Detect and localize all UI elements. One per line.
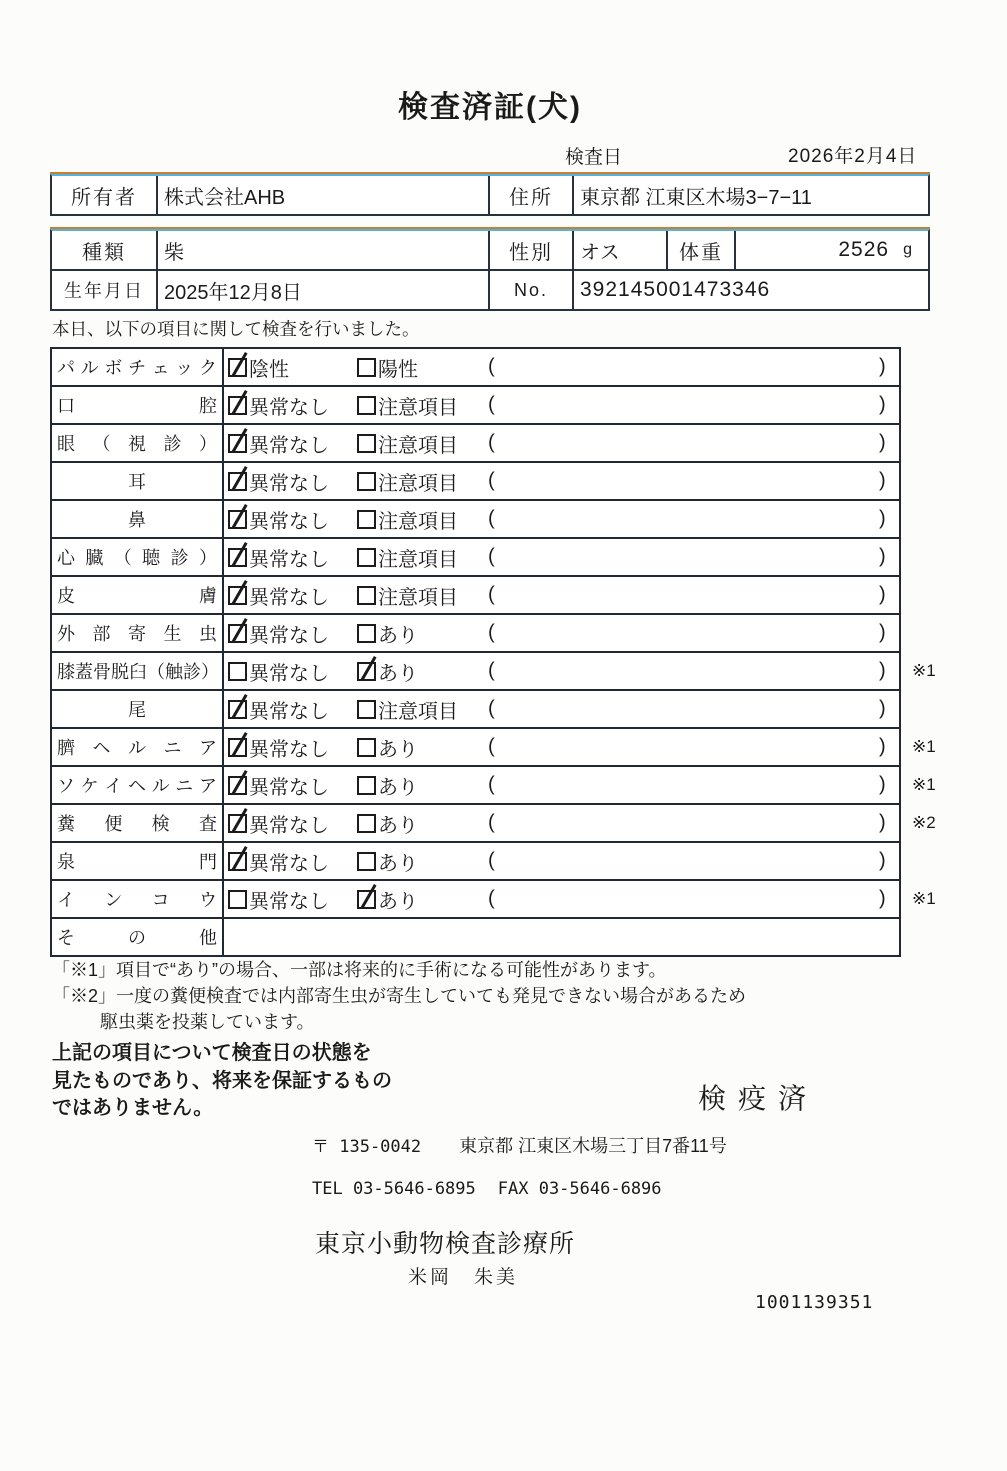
remarks-paren-open: ( xyxy=(488,659,495,682)
unchecked-checkbox[interactable] xyxy=(357,624,376,643)
checklist-item-result xyxy=(224,577,899,613)
label-char: ） xyxy=(201,662,219,682)
label-char: ア xyxy=(199,738,217,758)
result-option-2 xyxy=(357,729,418,765)
option-label: 陰性 xyxy=(249,358,289,381)
clinic-name: 東京小動物検査診療所 xyxy=(315,1230,576,1258)
address-value: 東京都 江東区木場3−7−11 xyxy=(572,176,928,214)
checked-checkbox[interactable] xyxy=(228,358,247,377)
checked-checkbox[interactable] xyxy=(228,700,247,719)
option-label: 異常なし xyxy=(249,548,329,571)
result-option-1 xyxy=(228,805,329,841)
option-label: あり xyxy=(378,814,418,837)
option-label: 異常なし xyxy=(249,738,329,761)
label-char: 耳 xyxy=(128,472,146,492)
unchecked-checkbox[interactable] xyxy=(357,358,376,377)
clinic-address-row xyxy=(312,1132,727,1158)
footnote-marker: ※2 xyxy=(912,813,936,832)
label-char: 腔 xyxy=(199,396,217,416)
weight-number: 2526 xyxy=(838,238,890,261)
footnote-2: 「※2」一度の糞便検査では内部寄生虫が寄生していても発見できない場合があるため xyxy=(52,986,747,1006)
checklist-item-label xyxy=(52,539,224,575)
remarks-paren-close: ) xyxy=(879,773,886,796)
result-option-2 xyxy=(357,425,458,461)
unchecked-checkbox[interactable] xyxy=(357,852,376,871)
result-option-1 xyxy=(228,767,329,803)
checklist-row xyxy=(52,499,899,537)
option-label: 異常なし xyxy=(249,434,329,457)
checklist-item-label xyxy=(52,881,224,917)
label-char: 心 xyxy=(57,548,75,568)
label-char: ニ xyxy=(163,738,182,758)
label-char: 聴 xyxy=(142,548,161,568)
option-label: 注意項目 xyxy=(378,586,458,609)
checked-checkbox[interactable] xyxy=(228,396,247,415)
checked-checkbox[interactable] xyxy=(357,890,376,909)
owner-value: 株式会社AHB xyxy=(156,176,488,214)
label-char: ボ xyxy=(104,358,123,378)
result-option-1 xyxy=(228,577,329,613)
checklist-item-result xyxy=(224,691,899,727)
label-char: 視 xyxy=(128,434,146,454)
id-number-label: No. xyxy=(488,271,572,309)
checklist-item-result xyxy=(224,729,899,765)
option-label: 異常なし xyxy=(249,852,329,875)
option-label: 異常なし xyxy=(249,776,329,799)
label-char: コ xyxy=(151,890,170,910)
label-char: 膚 xyxy=(199,586,217,606)
label-char: 眼 xyxy=(57,434,75,454)
label-char: ニ xyxy=(175,776,194,796)
remarks-paren-close: ) xyxy=(879,393,886,416)
document-number: 1001139351 xyxy=(755,1292,874,1313)
checklist-item-result xyxy=(224,843,899,879)
option-label: あり xyxy=(378,738,418,761)
checklist-item-label xyxy=(52,691,224,727)
result-option-2 xyxy=(357,691,458,727)
checklist-item-result xyxy=(224,881,899,917)
checklist-table xyxy=(50,347,936,957)
result-option-2 xyxy=(357,539,458,575)
remarks-paren-close: ) xyxy=(879,621,886,644)
weight-value xyxy=(734,231,928,269)
label-char: そ xyxy=(57,928,75,948)
label-char: 鼻 xyxy=(128,510,146,530)
owner-table xyxy=(50,174,930,216)
remarks-paren-open: ( xyxy=(488,355,495,378)
clinic-phone-row xyxy=(312,1179,662,1199)
option-label: 異常なし xyxy=(249,472,329,495)
remarks-paren-close: ) xyxy=(879,583,886,606)
footnote-2-continued: 駆虫薬を投薬しています。 xyxy=(100,1012,315,1032)
option-label: あり xyxy=(378,890,418,913)
label-char: ） xyxy=(198,548,217,568)
checklist-item-result xyxy=(224,463,899,499)
owner-row xyxy=(52,176,928,214)
unchecked-checkbox[interactable] xyxy=(357,814,376,833)
checked-checkbox[interactable] xyxy=(228,586,247,605)
option-label: あり xyxy=(378,776,418,799)
option-label: あり xyxy=(378,852,418,875)
label-char: の xyxy=(128,928,146,948)
result-option-1 xyxy=(228,691,329,727)
checklist-row xyxy=(52,575,899,613)
unchecked-checkbox[interactable] xyxy=(228,662,247,681)
remarks-paren-open: ( xyxy=(488,393,495,416)
label-char: ッ xyxy=(175,358,194,378)
label-char: イ xyxy=(104,776,123,796)
result-option-1 xyxy=(228,539,329,575)
remarks-paren-open: ( xyxy=(488,773,495,796)
owner-label: 所有者 xyxy=(71,186,137,209)
result-option-2 xyxy=(357,881,418,917)
remarks-paren-close: ) xyxy=(879,811,886,834)
result-option-2 xyxy=(357,501,458,537)
result-option-2 xyxy=(357,615,418,651)
remarks-paren-close: ) xyxy=(879,887,886,910)
checked-checkbox[interactable] xyxy=(228,434,247,453)
checklist-item-label xyxy=(52,501,224,537)
checklist-item-label xyxy=(52,843,224,879)
label-char: 診 xyxy=(183,662,201,682)
option-label: 陽性 xyxy=(378,358,418,381)
unchecked-checkbox[interactable] xyxy=(357,472,376,491)
checklist-item-label xyxy=(52,729,224,765)
checked-checkbox[interactable] xyxy=(228,624,247,643)
checklist-item-result xyxy=(224,425,899,461)
disclaimer-line-3: ではありません。 xyxy=(52,1097,214,1119)
remarks-paren-close: ) xyxy=(879,735,886,758)
label-char: 検 xyxy=(151,814,170,834)
label-char: パ xyxy=(57,358,75,378)
result-option-1 xyxy=(228,843,329,879)
label-char: 虫 xyxy=(199,624,217,644)
option-label: 異常なし xyxy=(249,700,329,723)
label-char: イ xyxy=(57,890,75,910)
birthdate-value: 2025年12月8日 xyxy=(156,271,488,309)
inspection-date-label: 検査日 xyxy=(565,147,623,168)
label-char: ケ xyxy=(80,776,99,796)
checklist-item-label xyxy=(52,463,224,499)
checklist-item-result xyxy=(224,387,899,423)
breed-value: 柴 xyxy=(156,231,488,269)
unchecked-checkbox[interactable] xyxy=(357,586,376,605)
label-char: 膝 xyxy=(57,662,75,682)
checklist-item-label xyxy=(52,919,224,955)
checklist-item-result xyxy=(224,349,899,385)
label-char: ヘ xyxy=(92,738,111,758)
option-label: 注意項目 xyxy=(378,434,458,457)
pet-table xyxy=(50,229,930,311)
option-label: あり xyxy=(378,624,418,647)
remarks-paren-open: ( xyxy=(488,507,495,530)
result-option-1 xyxy=(228,653,329,689)
checklist-item-result xyxy=(224,615,899,651)
weight-label: 体重 xyxy=(666,231,734,269)
result-option-2 xyxy=(357,463,458,499)
inspection-date-value: 2026年2月4日 xyxy=(788,146,918,167)
address-label: 住所 xyxy=(488,176,572,214)
checklist-row xyxy=(52,613,899,651)
checklist-row xyxy=(52,349,899,385)
unchecked-checkbox[interactable] xyxy=(357,776,376,795)
checklist-item-label xyxy=(52,425,224,461)
label-char: 骨 xyxy=(93,662,111,682)
label-char: 口 xyxy=(57,396,75,416)
checklist-row xyxy=(52,651,936,689)
unchecked-checkbox[interactable] xyxy=(357,510,376,529)
label-char: 泉 xyxy=(57,852,75,872)
label-char: 臍 xyxy=(57,738,75,758)
footnote-1: 「※1」項目で“あり”の場合、一部は将来的に手術になる可能性があります。 xyxy=(52,960,667,980)
disclaimer-line-2: 見たものであり、将来を保証するもの xyxy=(52,1069,392,1092)
label-char: 蓋 xyxy=(75,662,93,682)
option-label: 異常なし xyxy=(249,624,329,647)
checklist-row xyxy=(52,841,899,879)
option-label: 異常なし xyxy=(249,890,329,913)
option-label: 注意項目 xyxy=(378,700,458,723)
checked-checkbox[interactable] xyxy=(228,510,247,529)
result-option-1 xyxy=(228,881,329,917)
checklist-item-result xyxy=(224,919,899,955)
checked-checkbox[interactable] xyxy=(357,662,376,681)
checklist-item-label xyxy=(52,577,224,613)
label-char: 臓 xyxy=(85,548,104,568)
checklist-row xyxy=(52,879,936,917)
checklist-item-label xyxy=(52,615,224,651)
result-option-1 xyxy=(228,729,329,765)
remarks-paren-close: ) xyxy=(879,469,886,492)
result-option-2 xyxy=(357,767,418,803)
remarks-paren-close: ) xyxy=(879,659,886,682)
result-option-1 xyxy=(228,425,329,461)
result-option-2 xyxy=(357,843,418,879)
remarks-paren-close: ) xyxy=(879,355,886,378)
result-option-1 xyxy=(228,615,329,651)
label-char: ウ xyxy=(198,890,217,910)
checklist-row xyxy=(52,423,899,461)
remarks-paren-close: ) xyxy=(879,507,886,530)
checked-checkbox[interactable] xyxy=(228,852,247,871)
footnotes xyxy=(52,957,746,1035)
page-title: 検査済証(犬) xyxy=(398,91,582,124)
label-char: 診 xyxy=(170,548,189,568)
breed-label: 種類 xyxy=(82,241,126,264)
option-label: 異常なし xyxy=(249,586,329,609)
option-label: 注意項目 xyxy=(378,396,458,419)
option-label: 注意項目 xyxy=(378,472,458,495)
remarks-paren-close: ) xyxy=(879,545,886,568)
checklist-item-result xyxy=(224,501,899,537)
result-option-2 xyxy=(357,349,418,385)
checklist-row xyxy=(52,765,936,803)
unchecked-checkbox[interactable] xyxy=(357,434,376,453)
birthdate-label: 生年月日 xyxy=(64,281,144,301)
remarks-paren-open: ( xyxy=(488,545,495,568)
pet-row-2 xyxy=(52,269,928,309)
label-char: 門 xyxy=(199,852,217,872)
remarks-paren-close: ) xyxy=(879,431,886,454)
label-char: ェ xyxy=(151,358,170,378)
unchecked-checkbox[interactable] xyxy=(228,890,247,909)
result-option-2 xyxy=(357,805,418,841)
option-label: 異常なし xyxy=(249,814,329,837)
label-char: チ xyxy=(127,358,146,378)
checklist-item-label xyxy=(52,767,224,803)
remarks-paren-open: ( xyxy=(488,469,495,492)
checklist-row xyxy=(52,537,899,575)
remarks-paren-open: ( xyxy=(488,887,495,910)
sex-value: オス xyxy=(572,231,666,269)
sex-label: 性別 xyxy=(488,231,572,269)
result-option-1 xyxy=(228,387,329,423)
intro-text: 本日、以下の項目に関して検査を行いました。 xyxy=(52,319,420,339)
result-option-2 xyxy=(357,653,418,689)
label-char: 他 xyxy=(199,928,217,948)
unchecked-checkbox[interactable] xyxy=(357,738,376,757)
clinic-tel: TEL 03-5646-6895 xyxy=(312,1179,476,1199)
label-char: ル xyxy=(128,738,146,758)
result-option-2 xyxy=(357,577,458,613)
label-char: （ xyxy=(92,434,111,454)
footnote-marker: ※1 xyxy=(912,775,936,794)
checked-checkbox[interactable] xyxy=(228,472,247,491)
option-label: 異常なし xyxy=(249,662,329,685)
remarks-paren-open: ( xyxy=(488,735,495,758)
weight-unit: g xyxy=(903,241,912,258)
checklist-row xyxy=(52,385,899,423)
footnote-marker: ※1 xyxy=(912,889,936,908)
label-char: ン xyxy=(104,890,123,910)
id-number-value: 392145001473346 xyxy=(572,271,928,309)
checklist-row xyxy=(52,917,899,955)
checked-checkbox[interactable] xyxy=(228,548,247,567)
remarks-paren-close: ) xyxy=(879,697,886,720)
disclaimer-line-1: 上記の項目について検査日の状態を xyxy=(52,1042,372,1064)
postal-code: 〒 135-0042 xyxy=(312,1137,422,1157)
label-char: ル xyxy=(151,776,170,796)
checklist-item-result xyxy=(224,539,899,575)
checked-checkbox[interactable] xyxy=(228,814,247,833)
label-char: 触 xyxy=(165,662,183,682)
pet-row-1 xyxy=(52,231,928,269)
checklist-row xyxy=(52,803,936,841)
label-char: 部 xyxy=(92,624,111,644)
result-option-1 xyxy=(228,501,329,537)
checklist-item-label xyxy=(52,387,224,423)
label-char: （ xyxy=(113,548,132,568)
checklist-item-label xyxy=(52,805,224,841)
disclaimer xyxy=(52,1040,392,1123)
clinic-fax: FAX 03-5646-6896 xyxy=(497,1179,662,1199)
option-label: 注意項目 xyxy=(378,548,458,571)
label-char: ア xyxy=(198,776,217,796)
remarks-paren-open: ( xyxy=(488,431,495,454)
label-char: 尾 xyxy=(128,700,146,720)
checklist-item-label xyxy=(52,653,224,689)
remarks-paren-open: ( xyxy=(488,849,495,872)
remarks-paren-open: ( xyxy=(488,697,495,720)
checklist-row xyxy=(52,727,936,765)
checklist-row xyxy=(52,689,899,727)
label-char: 生 xyxy=(163,624,182,644)
label-char: 寄 xyxy=(128,624,146,644)
option-label: 異常なし xyxy=(249,510,329,533)
label-char: ル xyxy=(80,358,99,378)
result-option-1 xyxy=(228,349,289,385)
checked-checkbox[interactable] xyxy=(228,776,247,795)
checklist-item-result xyxy=(224,805,899,841)
result-option-2 xyxy=(357,387,458,423)
option-label: あり xyxy=(378,662,418,685)
option-label: 異常なし xyxy=(249,396,329,419)
checklist-item-label xyxy=(52,349,224,385)
unchecked-checkbox[interactable] xyxy=(357,700,376,719)
label-char: 外 xyxy=(57,624,75,644)
remarks-paren-open: ( xyxy=(488,811,495,834)
remarks-paren-close: ) xyxy=(879,849,886,872)
remarks-paren-open: ( xyxy=(488,583,495,606)
label-char: 臼 xyxy=(129,662,147,682)
remarks-paren-open: ( xyxy=(488,621,495,644)
label-char: ヘ xyxy=(127,776,146,796)
label-char: 皮 xyxy=(57,586,75,606)
option-label: 注意項目 xyxy=(378,510,458,533)
label-char: ） xyxy=(199,434,217,454)
result-option-1 xyxy=(228,463,329,499)
label-char: 糞 xyxy=(57,814,75,834)
label-char: （ xyxy=(147,662,165,682)
examiner-name: 米岡 朱美 xyxy=(408,1267,519,1288)
checklist-item-result xyxy=(224,767,899,803)
label-char: ソ xyxy=(57,776,75,796)
label-char: 診 xyxy=(163,434,182,454)
label-char: ク xyxy=(198,358,217,378)
footnote-marker: ※1 xyxy=(912,661,936,680)
unchecked-checkbox[interactable] xyxy=(357,396,376,415)
checklist-item-result xyxy=(224,653,899,689)
checklist-row xyxy=(52,461,899,499)
label-char: 便 xyxy=(104,814,123,834)
footnote-marker: ※1 xyxy=(912,737,936,756)
unchecked-checkbox[interactable] xyxy=(357,548,376,567)
clinic-address: 東京都 江東区木場三丁目7番11号 xyxy=(459,1136,727,1156)
checked-checkbox[interactable] xyxy=(228,738,247,757)
quarantine-stamp: 検疫済 xyxy=(698,1083,819,1114)
label-char: 脱 xyxy=(111,662,129,682)
label-char: 査 xyxy=(198,814,217,834)
